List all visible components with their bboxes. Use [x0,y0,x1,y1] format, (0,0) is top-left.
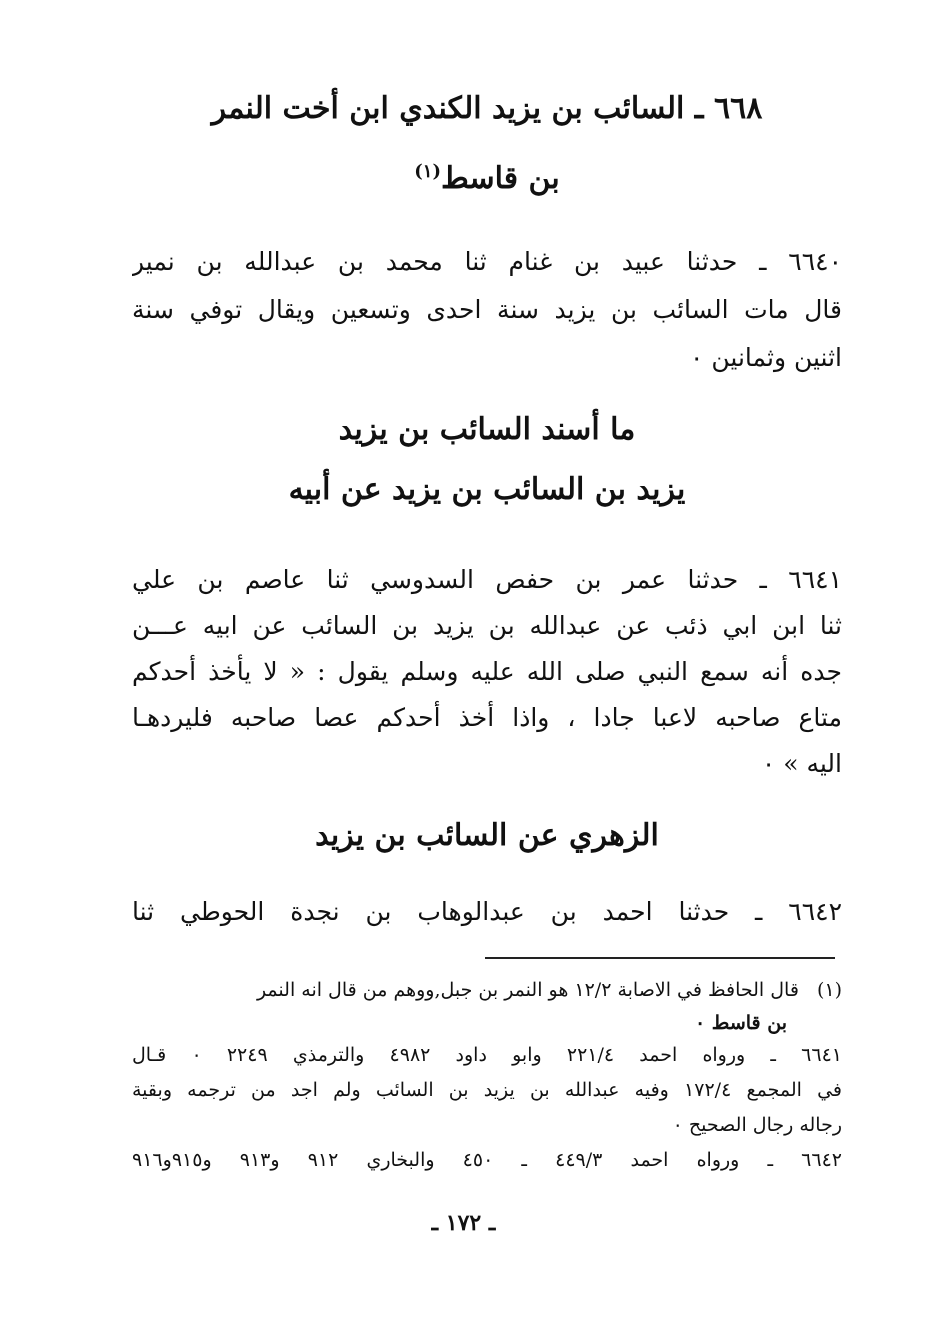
paragraph-6640-line: ٦٦٤٠ ـ حدثنا عبيد بن غنام ثنا محمد بن عبدالله بن نمير [132,247,842,276]
chapter-heading-continuation: بن قاسط [441,161,560,196]
paragraph-6641-line: ٦٦٤١ ـ حدثنا عمر بن حفص السدوسي ثنا عاصم بن علي [132,565,842,594]
paragraph-6641-line: جده أنه سمع النبي صلى الله عليه وسلم يقول : « لا يأخذ أحدكم [132,657,842,686]
section-heading-zuhri: الزهري عن السائب بن يزيد [315,818,659,853]
footnote-6641-line: ٦٦٤١ ـ ورواه احمد ٢٢١/٤ وابو داود ٤٩٨٢ والترمذي ٢٢٤٩ ٠ قـال [132,1044,842,1066]
section-heading-musnad: ما أسند السائب بن يزيد [338,412,636,447]
footnote-1-text: قال الحافظ في الاصابة ١٢/٢ هو النمر بن جبل,ووهم من قال انه النمر [256,979,799,1001]
paragraph-6641-line: ثنا ابن ابي ذئب عن عبدالله بن يزيد بن السائب عن ابيه عـــن [132,611,842,640]
subsection-heading-yazid: يزيد بن السائب بن يزيد عن أبيه [288,472,686,507]
footnote-6641-line: رجاله رجال الصحيح ٠ [672,1114,842,1136]
footnote-6641-line: في المجمع ١٧٢/٤ وفيه عبدالله بن يزيد بن السائب ولم اجد من ترجمه وبقية [132,1079,842,1101]
paragraph-6641-line: متاع صاحبه لاعبا جادا ، واذا أخذ أحدكم عصا صاحبه فليردهـا [132,703,842,732]
footnote-reference: (١) [414,161,441,182]
footnote-1-line2: بن قاسط ٠ [694,1012,787,1034]
paragraph-6642-line: ٦٦٤٢ ـ حدثنا احمد بن عبدالوهاب بن نجدة الحوطي ثنا [132,897,842,926]
chapter-heading-line2 [132,150,842,201]
paragraph-6640-line: قال مات السائب بن يزيد سنة احدى وتسعين ويقال توفي سنة [132,295,842,324]
footnote-6642-line: ٦٦٤٢ ـ ورواه احمد ٤٤٩/٣ ـ ٤٥٠ والبخاري ٩١٢ و٩١٣ و٩١٥و٩١٦ [132,1149,842,1171]
footnote-1-line1 [132,975,842,1005]
chapter-heading-text: ٦٦٨ ـ السائب بن يزيد الكندي ابن أخت النمر [211,91,763,126]
chapter-heading-line1 [132,87,842,131]
page-number: ـ ١٧٢ ـ [431,1210,496,1236]
footnote-divider [485,957,835,959]
paragraph-6640-line: اثنين وثمانين ٠ [690,343,842,372]
paragraph-6641-line: اليه » ٠ [761,749,842,778]
footnote-1-marker: (١) [816,979,842,1001]
